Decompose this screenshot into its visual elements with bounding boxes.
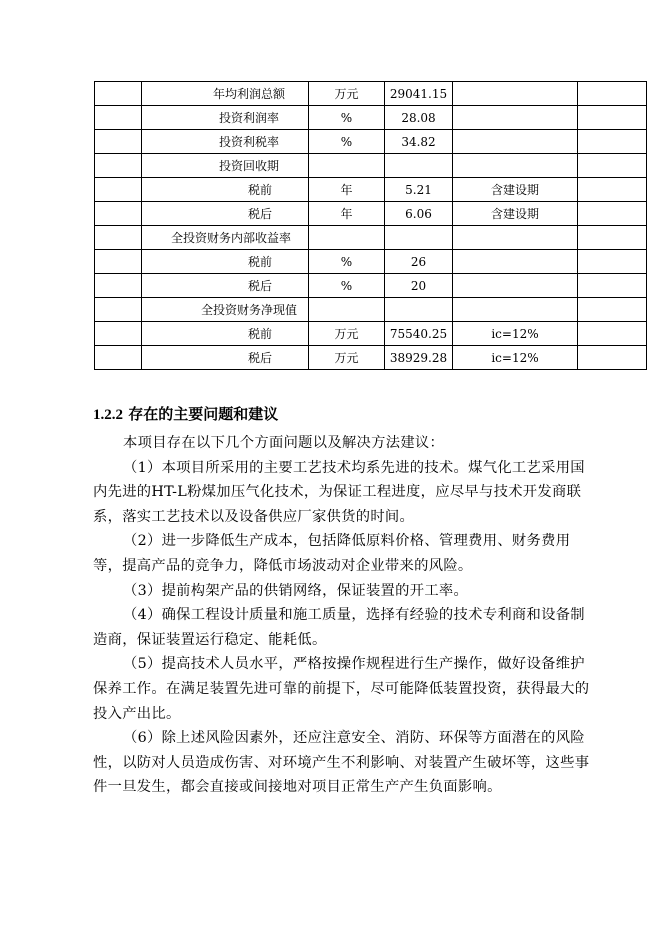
note-cell [453, 226, 578, 250]
blank-cell [578, 298, 647, 322]
blank-cell [578, 178, 647, 202]
unit-cell: 万元 [309, 82, 385, 106]
row-index-cell [95, 82, 142, 106]
unit-cell: % [309, 106, 385, 130]
note-cell: 含建设期 [453, 178, 578, 202]
paragraph-list [93, 431, 593, 800]
value-cell [385, 154, 453, 178]
unit-cell [309, 226, 385, 250]
note-cell: 含建设期 [453, 202, 578, 226]
note-cell [453, 154, 578, 178]
row-index-cell [95, 298, 142, 322]
note-cell [453, 106, 578, 130]
unit-cell: % [309, 274, 385, 298]
section-number: 1.2.2 [93, 407, 123, 423]
row-index-cell [95, 346, 142, 370]
value-cell [385, 226, 453, 250]
blank-cell [578, 226, 647, 250]
row-index-cell [95, 202, 142, 226]
paragraph: （3）提前构架产品的供销网络，保证装置的开工率。 [123, 582, 469, 599]
indicator-name-cell: 税前 [142, 250, 309, 274]
section-heading [93, 404, 593, 425]
unit-cell: 万元 [309, 346, 385, 370]
row-index-cell [95, 226, 142, 250]
blank-cell [578, 274, 647, 298]
blank-cell [578, 322, 647, 346]
indicator-name-cell: 投资利税率 [142, 130, 309, 154]
table-row [95, 250, 647, 274]
indicator-name-cell: 投资利润率 [142, 106, 309, 130]
table-body [95, 82, 647, 370]
table-row [95, 130, 647, 154]
note-cell [453, 82, 578, 106]
unit-cell: 万元 [309, 322, 385, 346]
value-cell: 20 [385, 274, 453, 298]
indicator-name-cell: 年均利润总额 [142, 82, 309, 106]
table-row [95, 202, 647, 226]
indicator-name-cell: 税前 [142, 178, 309, 202]
row-index-cell [95, 106, 142, 130]
unit-cell [309, 298, 385, 322]
value-cell: 75540.25 [385, 322, 453, 346]
blank-cell [578, 346, 647, 370]
blank-cell [578, 202, 647, 226]
indicator-name-cell: 税后 [142, 346, 309, 370]
table-row [95, 178, 647, 202]
blank-cell [578, 250, 647, 274]
unit-cell: 年 [309, 178, 385, 202]
unit-cell: 年 [309, 202, 385, 226]
indicator-name-cell: 税后 [142, 274, 309, 298]
note-cell [453, 274, 578, 298]
note-cell [453, 250, 578, 274]
table-row [95, 106, 647, 130]
section-title: 存在的主要问题和建议 [128, 405, 279, 423]
value-cell: 6.06 [385, 202, 453, 226]
value-cell: 29041.15 [385, 82, 453, 106]
note-cell [453, 298, 578, 322]
unit-cell: % [309, 250, 385, 274]
row-index-cell [95, 154, 142, 178]
blank-cell [578, 106, 647, 130]
value-cell: 26 [385, 250, 453, 274]
indicator-name-cell: 税前 [142, 322, 309, 346]
row-index-cell [95, 322, 142, 346]
paragraph: （6）除上述风险因素外，还应注意安全、消防、环保等方面潜在的风险性，以防对人员造成伤害、对环境产生不利影响、对装置产生破坏等，这些事件一旦发生，都会直接或间接地对项目正常生产产生负面影响。 [93, 730, 590, 796]
row-index-cell [95, 178, 142, 202]
table-row [95, 274, 647, 298]
paragraph: （4）确保工程设计质量和施工质量，选择有经验的技术专利商和设备制造商，保证装置运行稳定、能耗低。 [93, 607, 585, 648]
row-index-cell [95, 250, 142, 274]
paragraph: （1）本项目所采用的主要工艺技术均系先进的技术。煤气化工艺采用国内先进的HT-L粉煤加压气化技术，为保证工程进度，应尽早与技术开发商联系，落实工艺技术以及设备供应厂家供货的时间。 [93, 459, 585, 525]
indicator-name-cell: 投资回收期 [142, 154, 309, 178]
note-cell: ic=12% [453, 322, 578, 346]
unit-cell [309, 154, 385, 178]
value-cell: 5.21 [385, 178, 453, 202]
table-row [95, 346, 647, 370]
paragraph: 本项目存在以下几个方面问题以及解决方法建议： [123, 435, 445, 451]
note-cell [453, 130, 578, 154]
row-index-cell [95, 274, 142, 298]
indicator-name-cell: 税后 [142, 202, 309, 226]
paragraph: （2）进一步降低生产成本，包括降低原料价格、管理费用、财务费用等，提高产品的竞争力，降低市场波动对企业带来的风险。 [93, 533, 571, 574]
financial-indicators-table [94, 81, 647, 370]
blank-cell [578, 82, 647, 106]
value-cell: 34.82 [385, 130, 453, 154]
value-cell: 38929.28 [385, 346, 453, 370]
note-cell: ic=12% [453, 346, 578, 370]
value-cell [385, 298, 453, 322]
value-cell: 28.08 [385, 106, 453, 130]
table-row [95, 154, 647, 178]
table-row [95, 298, 647, 322]
blank-cell [578, 130, 647, 154]
table-row [95, 322, 647, 346]
unit-cell: % [309, 130, 385, 154]
table-row [95, 226, 647, 250]
indicator-name-cell: 全投资财务净现值 [142, 298, 309, 322]
section-content [93, 404, 593, 800]
table-row [95, 82, 647, 106]
indicator-name-cell: 全投资财务内部收益率 [142, 226, 309, 250]
paragraph: （5）提高技术人员水平，严格按操作规程进行生产操作，做好设备维护保养工作。在满足装置先进可靠的前提下，尽可能降低装置投资，获得最大的投入产出比。 [93, 656, 590, 722]
blank-cell [578, 154, 647, 178]
row-index-cell [95, 130, 142, 154]
